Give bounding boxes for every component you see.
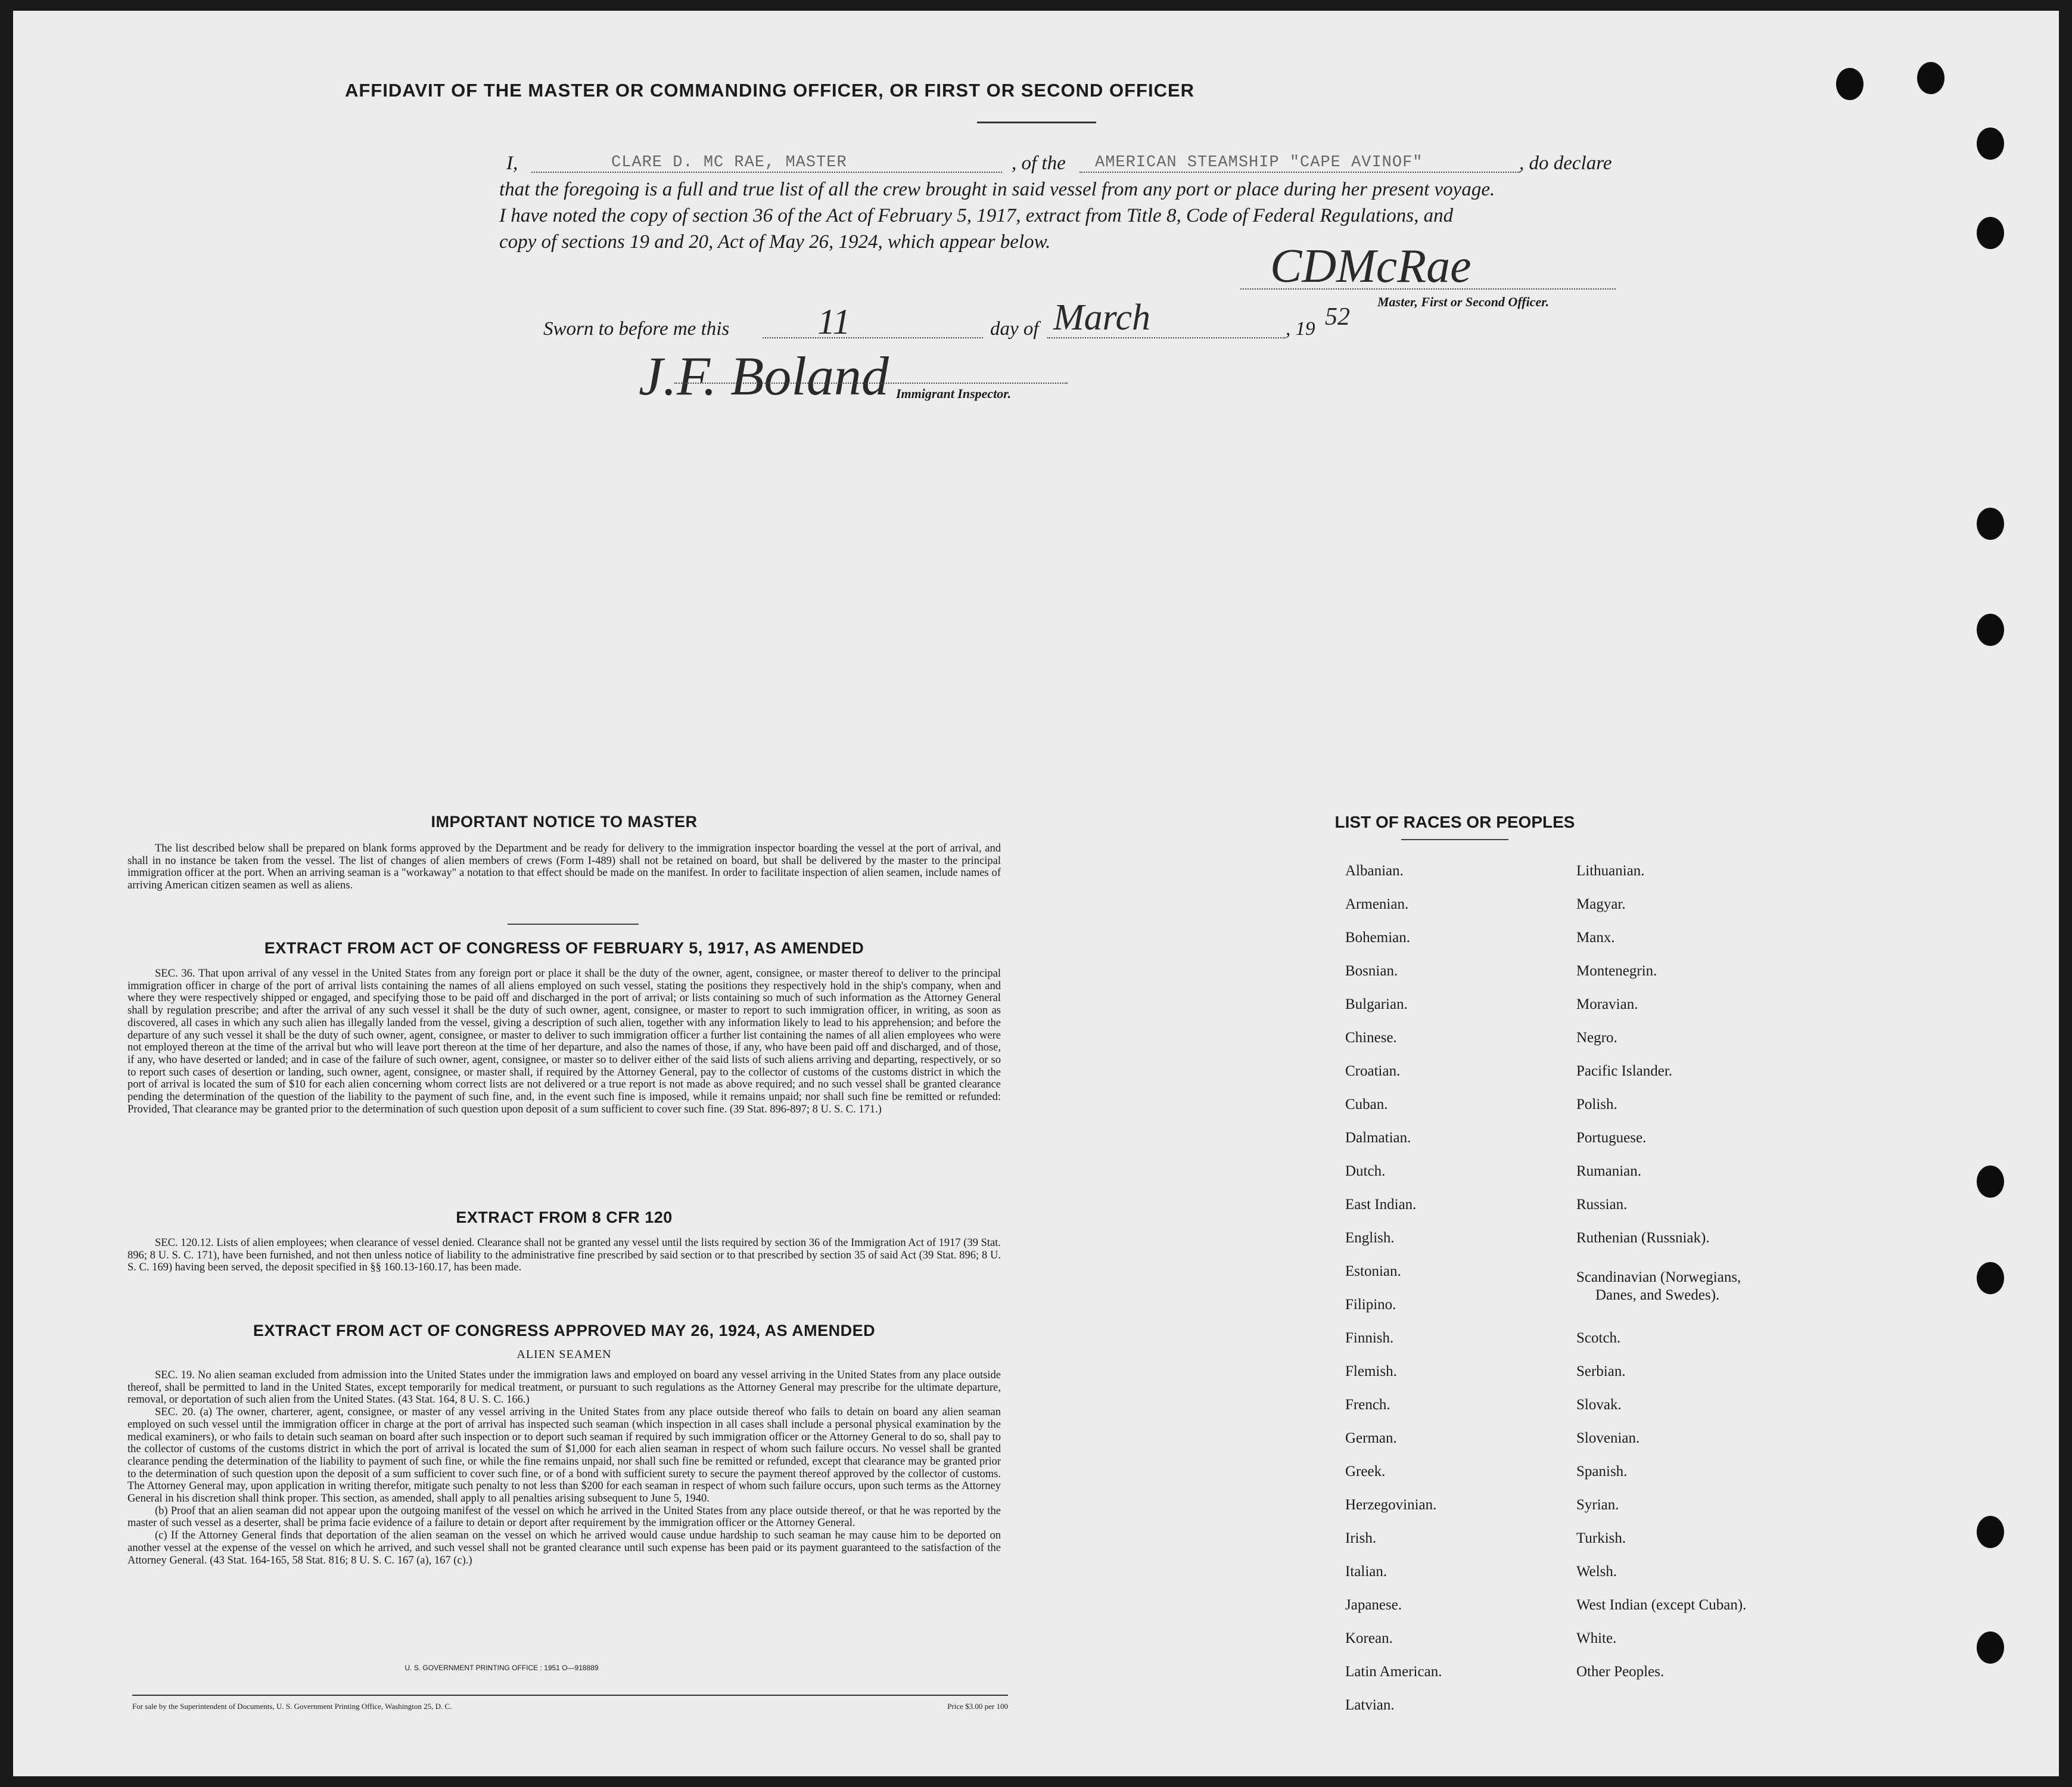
punch-hole (1917, 62, 1945, 94)
inspector-caption: Immigrant Inspector. (896, 386, 1012, 401)
race-item: East Indian. (1345, 1196, 1417, 1213)
gpo-imprint: U. S. GOVERNMENT PRINTING OFFICE : 1951 O—918889 (405, 1664, 599, 1672)
race-item: Bulgarian. (1345, 996, 1408, 1012)
race-item: Chinese. (1345, 1030, 1397, 1046)
race-item: Pacific Islander. (1576, 1063, 1673, 1079)
race-item: Bosnian. (1345, 963, 1398, 979)
race-item: Welsh. (1576, 1564, 1617, 1580)
vessel-line (1079, 172, 1520, 173)
race-item: Moravian. (1576, 996, 1638, 1012)
race-item: German. (1345, 1430, 1397, 1446)
race-item: Cuban. (1345, 1096, 1388, 1112)
alien-seamen-subtitle: ALIEN SEAMEN (517, 1348, 612, 1361)
punch-hole (1977, 217, 2004, 249)
race-item: Spanish. (1576, 1463, 1628, 1480)
race-item: Syrian. (1576, 1497, 1619, 1513)
race-item: Serbian. (1576, 1363, 1626, 1379)
race-item: Rumanian. (1576, 1163, 1642, 1179)
declaration-line-1 (506, 153, 518, 175)
sworn-day-line (763, 337, 983, 338)
race-item: French. (1345, 1397, 1390, 1413)
vessel-name: AMERICAN STEAMSHIP "CAPE AVINOF" (1095, 154, 1423, 172)
race-item-continued: Danes, and Swedes). (1595, 1287, 1720, 1303)
race-item: Finnish. (1345, 1330, 1394, 1346)
year-suffix: 52 (1325, 303, 1350, 331)
title-rule (977, 122, 1096, 123)
race-item: Turkish. (1576, 1530, 1626, 1546)
race-item: Ruthenian (Russniak). (1576, 1230, 1710, 1246)
affidavit-title: AFFIDAVIT OF THE MASTER OR COMMANDING OFFICER, OR FIRST OR SECOND OFFICER (344, 80, 1195, 101)
race-item: Latin American. (1345, 1664, 1442, 1680)
race-item: Estonian. (1345, 1263, 1401, 1279)
race-item: White. (1576, 1630, 1617, 1646)
race-item: Magyar. (1576, 896, 1626, 912)
race-item: Portuguese. (1576, 1130, 1647, 1146)
day-of-label: day of (990, 318, 1039, 340)
punch-hole (1977, 1166, 2004, 1198)
document-page (13, 11, 2059, 1776)
sale-text: For sale by the Superintendent of Documents, U. S. Government Printing Office, Washington 25, D. C. (132, 1702, 452, 1711)
section-20c: (c) If the Attorney General finds that deportation of the alien seaman on the vessel on which he arrived would cause undue hardship to such seaman he may cause him to be deported on another vessel at the expense of the vessel on which he arrived, and such vessel shall not be granted clearance until such expense has been paid or its payment guaranteed to the satisfaction of the Attorney General. (43 Stat. 164-165, 58 Stat. 816; 8 U. S. C. 167 (a), 167 (c).) (127, 1530, 1001, 1567)
inspector-signature-line (674, 383, 1068, 384)
master-signature-line (1240, 288, 1616, 290)
divider (1401, 839, 1508, 840)
punch-hole (1836, 68, 1863, 100)
race-item: Flemish. (1345, 1363, 1397, 1379)
master-signature: CDMcRae (1270, 240, 1471, 293)
section-20a: SEC. 20. (a) The owner, charterer, agent, consignee, or master of any vessel arriving in the United States from any place outside thereof who fails to detain on board any alien seaman employed on such vessel until the immigration officer in charge at the port of arrival has inspected such seaman (which inspection in all cases shall include a personal physical examination by the medical examiners), or who fails to detain such seaman on board after such inspection or to deport such seaman if required by such immigration officer or the Attorney General to do so, shall pay to the collector of customs of the customs district in which the port of arrival is located the sum of $1,000 for each alien seaman in respect of whom such failure occurs. No vessel shall be granted clearance pending the determination of the liability to payment of such fine, or while the fine remains unpaid, nor shall such fine be remitted or refunded, except that clearance may be granted prior to the determination of such question upon the deposit of a sum sufficient to cover such fine, or of a bond with sufficient surety to secure the payment thereof approved by the collector of customs. The Attorney General may, upon application in writing therefor, mitigate such penalty to not less than $200 for each seaman in respect of whom such failure occurs, upon such terms as the Attorney General in his discretion shall think proper. This section, as amended, shall apply to all penalties arising subsequent to June 5, 1940. (127, 1406, 1001, 1505)
race-item: Irish. (1345, 1530, 1377, 1546)
inspector-signature: J.F. Boland (639, 346, 889, 406)
sworn-label: Sworn to before me this (543, 318, 730, 340)
punch-hole (1977, 614, 2004, 646)
master-name: CLARE D. MC RAE, MASTER (611, 154, 847, 172)
sale-footer (132, 1695, 1008, 1711)
race-item: Japanese. (1345, 1597, 1402, 1613)
notice-title: IMPORTANT NOTICE TO MASTER (431, 813, 698, 831)
race-item: Montenegrin. (1576, 963, 1657, 979)
race-item: Manx. (1576, 930, 1615, 946)
do-declare-label: , do declare (1519, 153, 1612, 174)
extract-1924-text (127, 1369, 1001, 1567)
race-item: English. (1345, 1230, 1395, 1246)
year-prefix: , 19 (1286, 318, 1315, 340)
race-item: Slovenian. (1576, 1430, 1640, 1446)
notice-text: The list described below shall be prepared on blank forms approved by the Department and be ready for delivery to the immigration inspector boarding the vessel at the port of arrival, and shall in no instance be taken from the vessel. The list of changes of alien members of crews (Form I-489) shall not be retained on board, but shall be delivered by the master to the principal immigration officer at the port. When an arriving seaman is a "workaway" a notation to that effect should be made on the manifest. In order to facilitate inspection of alien seamen, include names of arriving American citizen seamen as well as aliens. (127, 843, 1001, 892)
declaration-line-4: copy of sections 19 and 20, Act of May 26, 1924, which appear below. (499, 231, 1051, 253)
race-item: Scotch. (1576, 1330, 1621, 1346)
cfr-120-title: EXTRACT FROM 8 CFR 120 (456, 1208, 673, 1226)
section-19: SEC. 19. No alien seaman excluded from admission into the United States under the immigration laws and employed on board any vessel arriving in the United States from any place outside thereof, shall be permitted to land in the United States, except temporarily for medical treatment, or pursuant to such regulations as the Attorney General may prescribe for the ultimate departure, removal, or deportation of such alien from the United States. (43 Stat. 164, 8 U. S. C. 166.) (127, 1369, 1001, 1406)
punch-hole (1977, 1516, 2004, 1548)
race-item: Bohemian. (1345, 930, 1411, 946)
punch-hole (1977, 1631, 2004, 1664)
sworn-month: March (1053, 297, 1150, 338)
race-item: Slovak. (1576, 1397, 1622, 1413)
race-item: Croatian. (1345, 1063, 1401, 1079)
punch-hole (1977, 508, 2004, 540)
extract-1917-title: EXTRACT FROM ACT OF CONGRESS OF FEBRUARY 5, 1917, AS AMENDED (264, 939, 864, 957)
race-item: Armenian. (1345, 896, 1409, 912)
section-20b: (b) Proof that an alien seaman did not appear upon the outgoing manifest of the vessel on which he arrived in the United States from any place outside thereof, or that he was reported by the master of such vessel as a deserter, shall be prima facie evidence of a failure to detain or deport after requirement by the immigration officer or the Attorney General. (127, 1505, 1001, 1530)
punch-hole (1977, 1262, 2004, 1294)
race-item: Albanian. (1345, 863, 1404, 879)
name-line (531, 172, 1002, 173)
race-item: Italian. (1345, 1564, 1387, 1580)
race-item: Negro. (1576, 1030, 1617, 1046)
of-the-label: , of the (1012, 153, 1066, 174)
price-text: Price $3.00 per 100 (947, 1702, 1008, 1711)
races-title: LIST OF RACES OR PEOPLES (1334, 813, 1575, 831)
master-caption: Master, First or Second Officer. (1377, 294, 1550, 309)
race-item: Herzegovinian. (1345, 1497, 1437, 1513)
extract-1917-text: SEC. 36. That upon arrival of any vessel in the United States from any foreign port or place it shall be the duty of the owner, agent, consignee, or master thereof to deliver to the principal immigration officer in charge of the port of arrival lists containing the names of all aliens employed on such vessel, stating the positions they respectively hold in the ship's company, when and where they were respectively shipped or engaged, and specifying those to be paid off and discharged in the port of arrival; or lists containing so much of such information as the Attorney General shall by regulation prescribe; and after the arrival of any such vessel it shall be the duty of such owner, agent, consignee, or master to report to such immigration officer, in writing, as soon as discovered, all cases in which any such alien has illegally landed from the vessel, giving a description of such alien, together with any information likely to lead to his apprehension; and before the departure of any such vessel it shall be the duty of such owner, agent, consignee, or master to deliver to such immigration officer a further list containing the names of all alien employees who were not employed thereon at the time of the arrival but who will leave port thereon at the time of her departure, and also the names of those, if any, who have been paid off and discharged, and of those, if any, who have deserted or landed; and in case of the failure of such owner, agent, consignee, or master so to deliver either of the said lists of such aliens arriving and departing, respectively, or so to report such cases of desertion or landing, such owner, agent, consignee, or master shall, if required by the Attorney General, pay to the collector of customs of the customs district in which the port of arrival is located the sum of $10 for each alien concerning whom correct lists are not delivered or a true report is not made as above required; and no such vessel shall be granted clearance pending the determination of the question of the liability to the payment of such fine, and, in the event such fine is imposed, while it remains unpaid; nor shall such fine be remitted or refunded: Provided, That clearance may be granted prior to the determination of such question upon deposit of a sum sufficient to cover such fine. (39 Stat. 896-897; 8 U. S. C. 171.) (127, 968, 1001, 1115)
race-item: Dalmatian. (1345, 1130, 1411, 1146)
race-item: Dutch. (1345, 1163, 1386, 1179)
sworn-day: 11 (817, 302, 851, 341)
race-item: Filipino. (1345, 1297, 1396, 1313)
race-item: Other Peoples. (1576, 1664, 1665, 1680)
extract-1924-title: EXTRACT FROM ACT OF CONGRESS APPROVED MAY 26, 1924, AS AMENDED (253, 1322, 876, 1340)
race-item: Latvian. (1345, 1697, 1395, 1713)
race-item: Greek. (1345, 1463, 1386, 1480)
cfr-120-text: SEC. 120.12. Lists of alien employees; when clearance of vessel denied. Clearance shall not be granted any vessel until the lists required by section 36 of the Immigration Act of 1917 (39 Stat. 896; 8 U. S. C. 171), have been furnished, and not then unless notice of liability to the administrative fine prescribed by said section or to that prescribed by section 35 of said Act (39 Stat. 896; 8 U. S. C. 169) having been served, the deposit specified in §§ 160.13-160.17, has been made. (127, 1237, 1001, 1274)
race-item: West Indian (except Cuban). (1576, 1597, 1747, 1613)
punch-hole (1977, 128, 2004, 160)
race-item: Lithuanian. (1576, 863, 1645, 879)
i-label: I, (506, 153, 518, 174)
declaration-line-2: that the foregoing is a full and true list of all the crew brought in said vessel from any port or place during her present voyage. (499, 179, 1495, 200)
divider (508, 924, 639, 925)
race-item: Polish. (1576, 1096, 1617, 1112)
race-item: Russian. (1576, 1196, 1628, 1213)
declaration-line-3: I have noted the copy of section 36 of the Act of February 5, 1917, extract from Title 8, Code of Federal Regulations, and (499, 205, 1454, 226)
race-item: Scandinavian (Norwegians, (1576, 1269, 1741, 1285)
race-item: Korean. (1345, 1630, 1393, 1646)
